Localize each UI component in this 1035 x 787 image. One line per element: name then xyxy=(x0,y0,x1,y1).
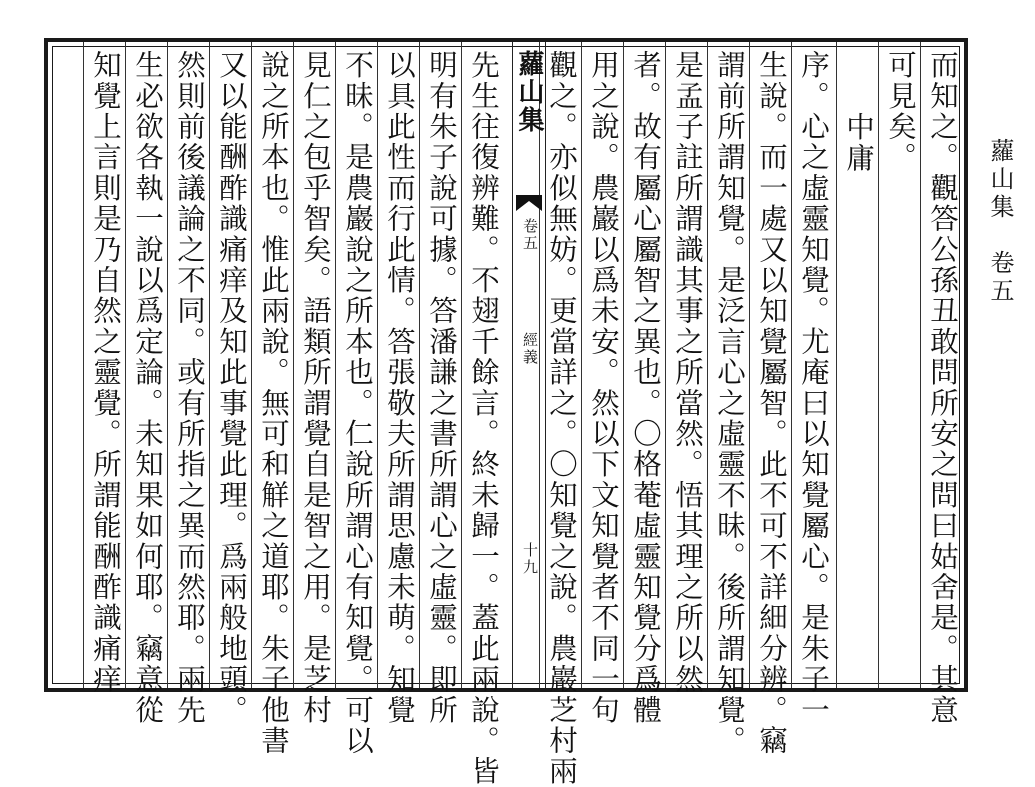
fold-title: 蘿山集 xyxy=(514,50,544,134)
text-column-19: 生必欲各執一說以爲定論。未知果如何耶。竊意從 xyxy=(131,50,164,726)
text-column-8: 者。故有屬心屬智之異也。〇格菴虛靈知覺分爲體 xyxy=(629,50,662,726)
text-column-2: 可見矣。 xyxy=(884,50,917,173)
fold-volume: 卷五 xyxy=(521,218,539,252)
text-column-17: 又以能酬酢識痛痒及知此事覺此理。爲兩般地頭。 xyxy=(215,50,248,726)
margin-title: 蘿山集 卷五 xyxy=(986,138,1014,306)
text-column-6: 謂前所謂知覺。是泛言心之虛靈不昧。後所謂知覺。 xyxy=(713,50,746,757)
text-column-12: 明有朱子說可據。答潘謙之書所謂心之虛靈。即所 xyxy=(425,50,458,726)
text-column-14: 不昧。是農巖說之所本也。仁說所謂心有知覺。可以 xyxy=(341,50,374,757)
column-rule xyxy=(836,42,837,688)
fold-section: 經義 xyxy=(521,332,539,366)
column-rule xyxy=(83,42,84,688)
text-column-16: 說之所本也。惟此兩說。無可和觧之道耶。朱子他書 xyxy=(257,50,290,757)
text-column-1: 而知之。觀答公孫丑敢問所安之問曰姑舍是。其意 xyxy=(926,50,959,726)
fold-page-number: 十九 xyxy=(521,542,539,576)
text-column-11: 先生往復辨難。不翅千餘言。終未歸一。蓋此兩說。皆 xyxy=(467,50,500,787)
text-column-13: 以具此性而行此情。答張敬夫所謂思慮未萌。知覺 xyxy=(383,50,416,726)
text-column-20: 知覺上言則是乃自然之靈覺。所謂能酬酢識痛痒 xyxy=(89,50,122,695)
text-column-7: 是孟子註所謂識其事之所當然。悟其理之所以然 xyxy=(671,50,704,695)
text-column-4: 序。心之虛靈知覺。尤庵曰以知覺屬心。是朱子一 xyxy=(797,50,830,726)
text-column-10: 觀之。亦似無妨。更當詳之。〇知覺之說。農巖芝村兩 xyxy=(545,50,578,787)
center-fold xyxy=(512,42,546,688)
text-column-18: 然則前後議論之不同。或有所指之異而然耶。兩先 xyxy=(173,50,206,726)
text-column-15: 見仁之包乎智矣。語類所謂覺自是智之用。是芝村 xyxy=(299,50,332,726)
fish-tail-ornament xyxy=(515,194,543,212)
text-column-9: 用之說。農巖以爲未安。然以下文知覺者不同一句 xyxy=(587,50,620,726)
text-column-5: 生說。而一處又以知覺屬智。此不可不詳細分辨。竊 xyxy=(755,50,788,757)
text-column-3: 中庸 xyxy=(842,112,875,174)
